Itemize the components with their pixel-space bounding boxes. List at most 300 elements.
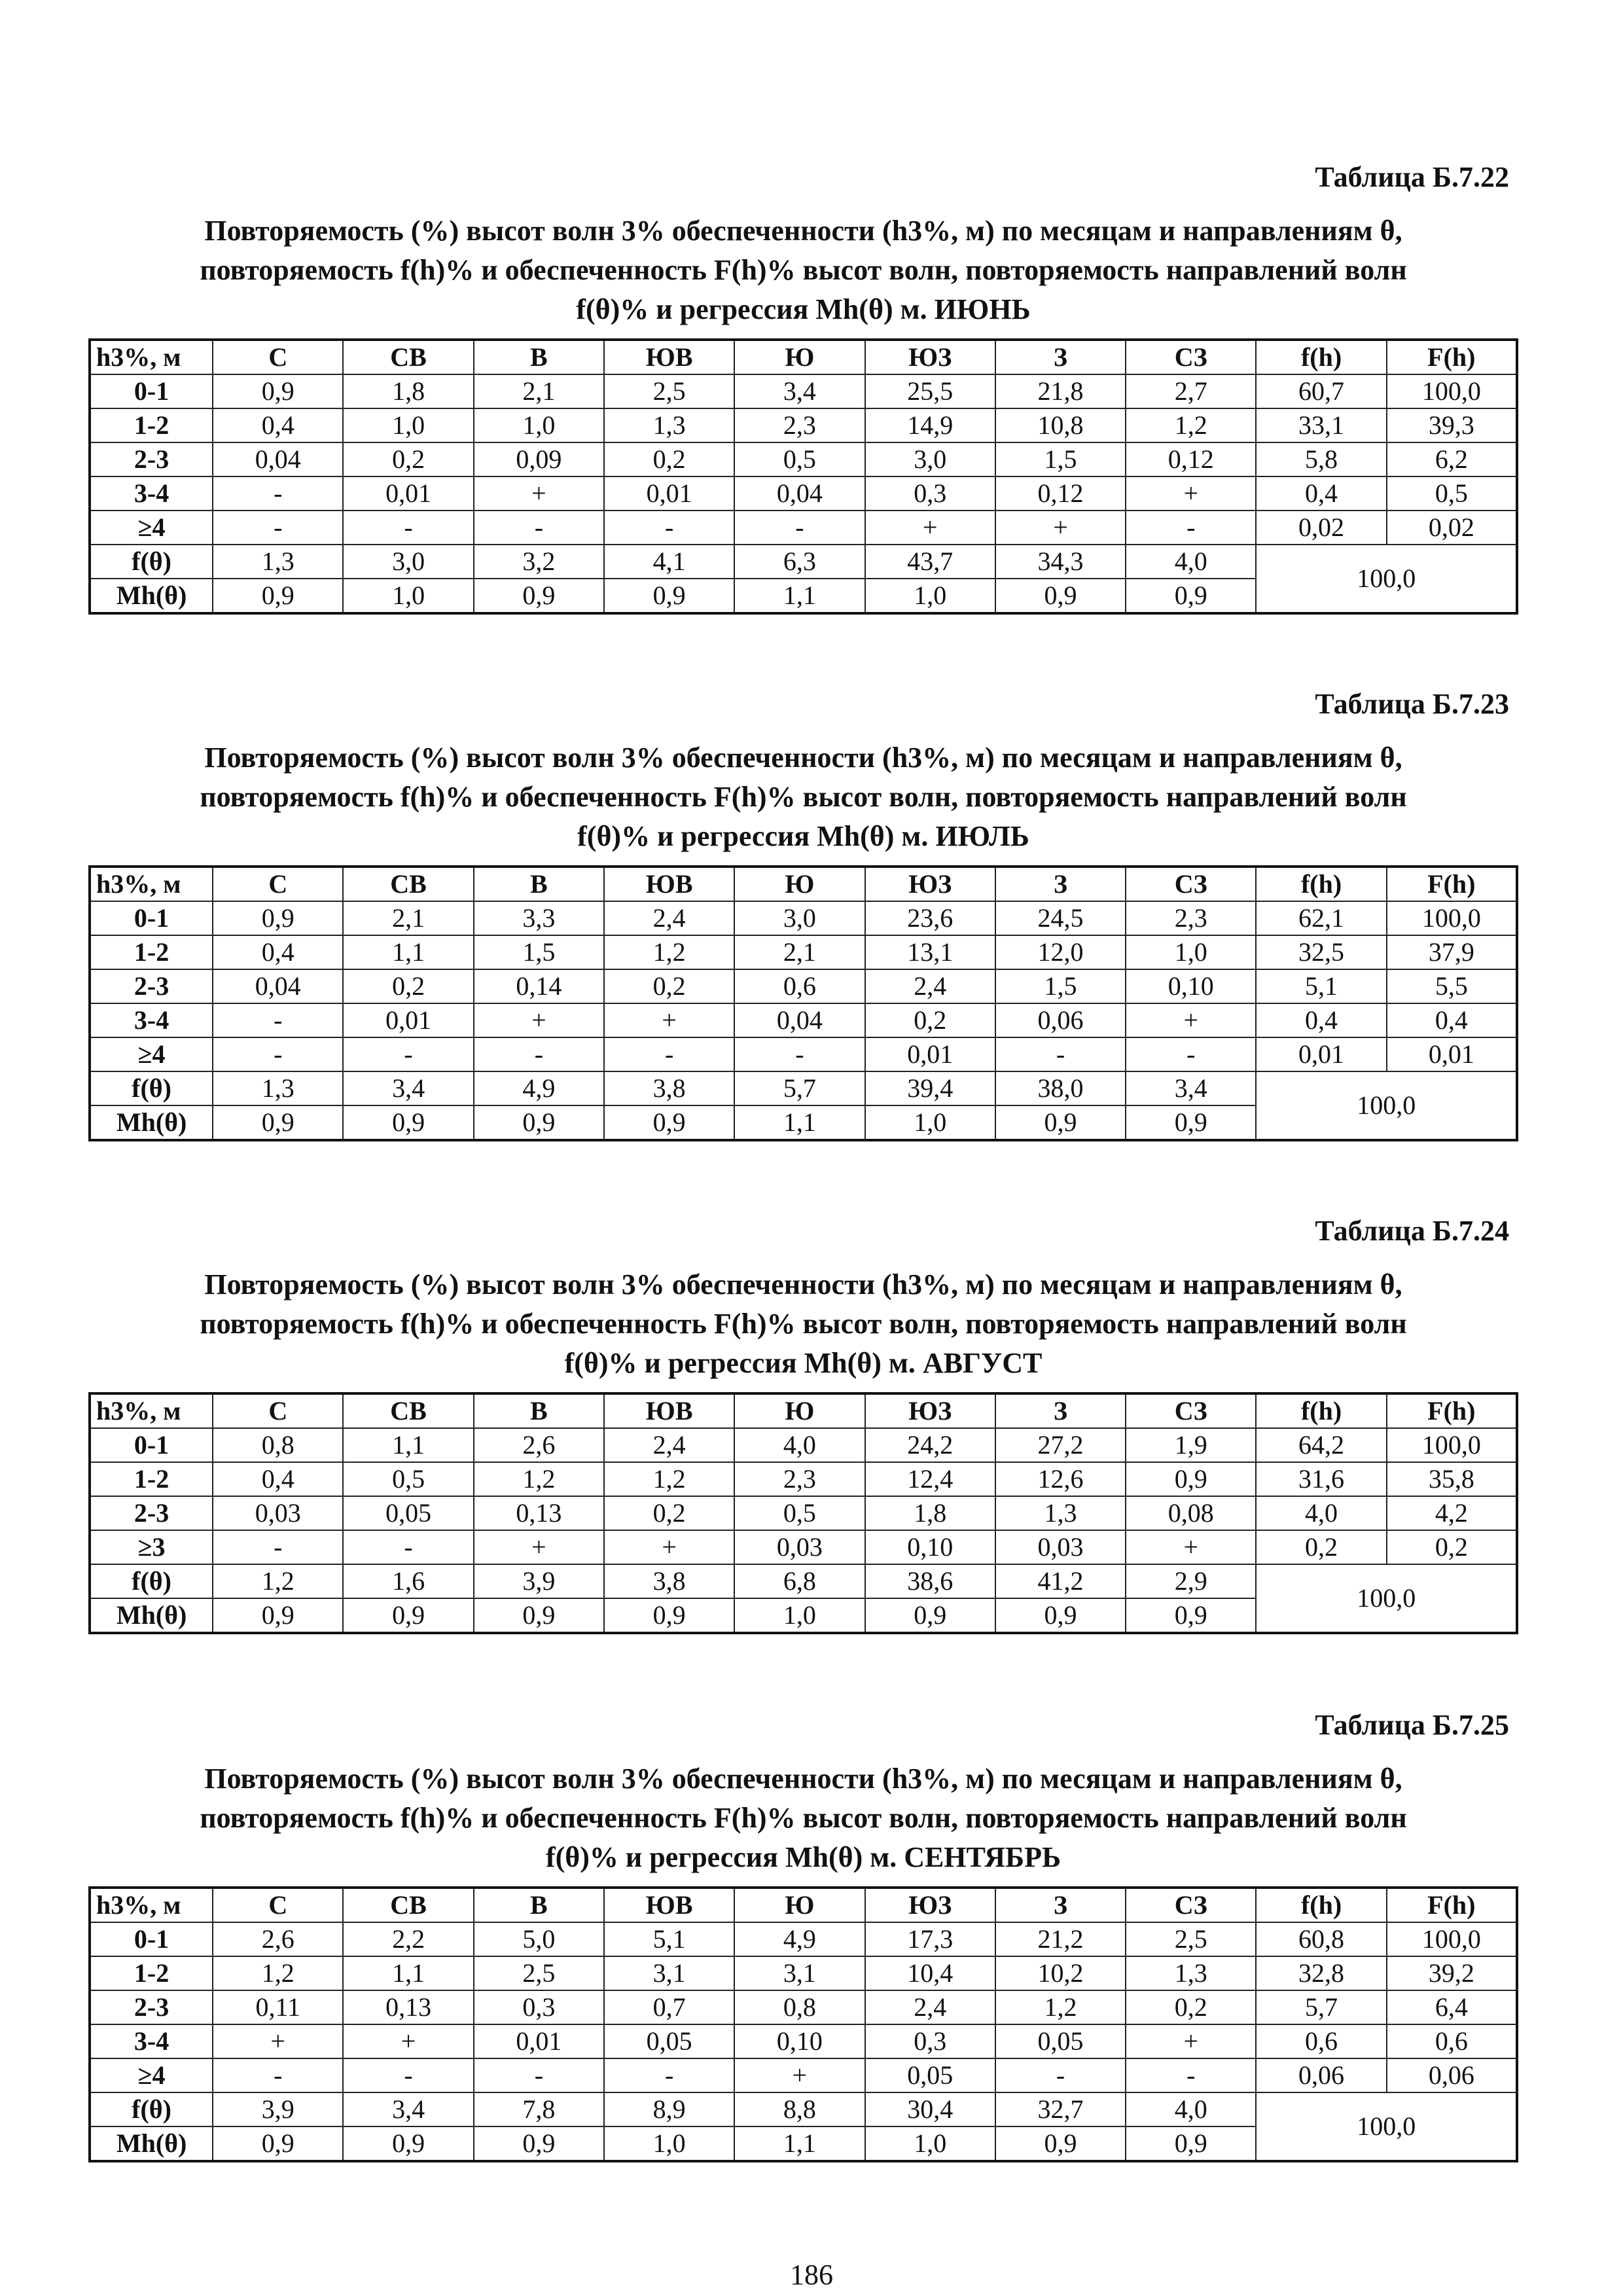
table-cell: 1,0 — [865, 1105, 995, 1140]
table-cell: 2,1 — [474, 374, 604, 408]
table-cell: 0,9 — [604, 579, 734, 613]
table-cell: 39,4 — [865, 1071, 995, 1105]
table-cell: - — [343, 2058, 473, 2092]
table-cell: 0-1 — [90, 1428, 213, 1462]
table-cell: 0,10 — [734, 2024, 865, 2058]
table-cell: 3,4 — [343, 2092, 473, 2126]
table-cell: - — [995, 2058, 1126, 2092]
table-cell: 0,6 — [1387, 2024, 1517, 2058]
table-cell: 2,3 — [1126, 901, 1256, 935]
table-row — [90, 374, 1517, 408]
table-cell: 0,05 — [604, 2024, 734, 2058]
table-title-line: f(θ)% и регрессия Mh(θ) м. АВГУСТ — [564, 1347, 1043, 1379]
table-title-line: Повторяемость (%) высот волн 3% обеспеченности (h3%, м) по месяцам и направлениям θ, — [204, 742, 1402, 774]
header-cell: В — [474, 1888, 604, 1922]
table-cell: + — [734, 2058, 865, 2092]
table-title-line: Повторяемость (%) высот волн 3% обеспеченности (h3%, м) по месяцам и направлениям θ, — [204, 1268, 1402, 1300]
table-cell: 0,11 — [213, 1990, 343, 2024]
table-cell: 8,9 — [604, 2092, 734, 2126]
table-cell: 0-1 — [90, 374, 213, 408]
table-cell: 0,7 — [604, 1990, 734, 2024]
table-cell: ≥4 — [90, 511, 213, 545]
table-number: Таблица Б.7.25 — [1315, 1709, 1509, 1741]
data-table — [88, 865, 1518, 1141]
table-row — [90, 2024, 1517, 2058]
table-cell: 3,4 — [343, 1071, 473, 1105]
table-cell: - — [343, 511, 473, 545]
table-cell: 0,12 — [995, 476, 1126, 511]
table-cell: 1,1 — [734, 579, 865, 613]
table-cell: 4,9 — [734, 1922, 865, 1956]
table-cell: + — [474, 1003, 604, 1037]
table-cell: 0,4 — [1256, 1003, 1386, 1037]
table-cell: 2,3 — [734, 1462, 865, 1496]
table-block-4 — [88, 1708, 1518, 2162]
table-cell: 2,3 — [734, 408, 865, 442]
table-cell: - — [604, 2058, 734, 2092]
table-cell: ≥4 — [90, 2058, 213, 2092]
table-cell: 1,0 — [474, 408, 604, 442]
table-cell: 0,9 — [995, 1598, 1126, 1633]
table-cell: 1-2 — [90, 1462, 213, 1496]
table-cell: 10,4 — [865, 1956, 995, 1990]
table-cell: 38,0 — [995, 1071, 1126, 1105]
header-cell: СВ — [343, 340, 473, 374]
table-cell: 1,1 — [734, 1105, 865, 1140]
table-cell: 6,3 — [734, 545, 865, 579]
table-number: Таблица Б.7.24 — [1315, 1215, 1509, 1247]
table-cell: 1,0 — [865, 2126, 995, 2161]
table-title — [88, 738, 1518, 856]
table-block-3 — [88, 1214, 1518, 1634]
table-cell: 1,8 — [343, 374, 473, 408]
table-cell: 0,2 — [1387, 1530, 1517, 1564]
table-cell: 10,8 — [995, 408, 1126, 442]
table-cell: 39,3 — [1387, 408, 1517, 442]
table-cell: 32,5 — [1256, 935, 1386, 969]
table-cell: 0,9 — [213, 901, 343, 935]
header-cell: СЗ — [1126, 340, 1256, 374]
table-cell: 0,4 — [1256, 476, 1386, 511]
table-cell: 2,5 — [604, 374, 734, 408]
page-number: 186 — [790, 2259, 833, 2291]
table-cell: 0,05 — [995, 2024, 1126, 2058]
table-row — [90, 935, 1517, 969]
table-cell: 0,5 — [343, 1462, 473, 1496]
table-cell: 0,9 — [995, 1105, 1126, 1140]
table-cell: 3,9 — [474, 1564, 604, 1598]
header-cell: З — [995, 1888, 1126, 1922]
header-cell: СВ — [343, 1393, 473, 1428]
table-cell: 3,0 — [865, 442, 995, 476]
table-row — [90, 476, 1517, 511]
table-cell: 0,06 — [1256, 2058, 1386, 2092]
table-cell: 2,4 — [604, 901, 734, 935]
table-cell: 2,5 — [1126, 1922, 1256, 1956]
table-cell: 2-3 — [90, 442, 213, 476]
table-cell: 1-2 — [90, 935, 213, 969]
table-cell: 41,2 — [995, 1564, 1126, 1598]
table-cell: 24,5 — [995, 901, 1126, 935]
table-cell: 0,01 — [1387, 1037, 1517, 1071]
table-title-line: Повторяемость (%) высот волн 3% обеспеченности (h3%, м) по месяцам и направлениям θ, — [204, 1763, 1402, 1795]
table-number: Таблица Б.7.23 — [1315, 688, 1509, 720]
table-number: Таблица Б.7.22 — [1315, 161, 1509, 193]
table-cell: 3-4 — [90, 2024, 213, 2058]
header-cell: f(h) — [1256, 867, 1386, 901]
table-cell: 0,01 — [1256, 1037, 1386, 1071]
header-cell: f(h) — [1256, 1393, 1386, 1428]
header-cell: СВ — [343, 1888, 473, 1922]
table-cell: 100,0 — [1387, 901, 1517, 935]
table-cell: 1,0 — [343, 579, 473, 613]
table-cell: 24,2 — [865, 1428, 995, 1462]
table-cell: 2-3 — [90, 969, 213, 1003]
table-cell: + — [604, 1003, 734, 1037]
header-cell: h3%, м — [90, 1393, 213, 1428]
table-cell: 0,04 — [213, 969, 343, 1003]
table-cell: - — [1126, 511, 1256, 545]
table-row — [90, 2058, 1517, 2092]
table-cell: 0,14 — [474, 969, 604, 1003]
table-cell: 0,13 — [343, 1990, 473, 2024]
table-cell: 30,4 — [865, 2092, 995, 2126]
table-cell: 8,8 — [734, 2092, 865, 2126]
table-cell: 34,3 — [995, 545, 1126, 579]
table-cell: 2-3 — [90, 1990, 213, 2024]
table-cell: 4,0 — [1126, 2092, 1256, 2126]
table-cell: 12,4 — [865, 1462, 995, 1496]
table-cell: 0,9 — [1126, 1105, 1256, 1140]
table-cell: 62,1 — [1256, 901, 1386, 935]
table-cell: 0,04 — [734, 476, 865, 511]
table-cell: 1,1 — [734, 2126, 865, 2161]
table-cell: 3,0 — [343, 545, 473, 579]
table-cell: 0,06 — [995, 1003, 1126, 1037]
data-table — [88, 1886, 1518, 2162]
table-cell: + — [474, 1530, 604, 1564]
table-cell: 1,2 — [604, 935, 734, 969]
table-cell: f(θ) — [90, 1564, 213, 1598]
table-cell: 2,4 — [865, 1990, 995, 2024]
table-cell: f(θ) — [90, 2092, 213, 2126]
header-cell: h3%, м — [90, 340, 213, 374]
table-cell: 100,0 — [1387, 1922, 1517, 1956]
table-cell: - — [1126, 1037, 1256, 1071]
table-cell: 1,2 — [213, 1956, 343, 1990]
header-cell: ЮЗ — [865, 1888, 995, 1922]
table-cell: 0,2 — [343, 969, 473, 1003]
total-cell: 100,0 — [1256, 545, 1517, 613]
table-cell: 0,9 — [1126, 2126, 1256, 2161]
header-cell: З — [995, 867, 1126, 901]
table-cell: 0,9 — [865, 1598, 995, 1633]
table-cell: - — [213, 511, 343, 545]
table-cell: 0,4 — [1387, 1003, 1517, 1037]
table-cell: 1,0 — [1126, 935, 1256, 969]
header-cell: ЮВ — [604, 1393, 734, 1428]
table-cell: 0,01 — [343, 476, 473, 511]
table-cell: 0,9 — [474, 2126, 604, 2161]
table-cell: 0,01 — [865, 1037, 995, 1071]
table-cell: 2,9 — [1126, 1564, 1256, 1598]
table-cell: ≥4 — [90, 1037, 213, 1071]
table-cell: 27,2 — [995, 1428, 1126, 1462]
header-cell: В — [474, 867, 604, 901]
header-cell: F(h) — [1387, 1888, 1517, 1922]
table-cell: 1,2 — [213, 1564, 343, 1598]
header-cell: ЮВ — [604, 867, 734, 901]
table-title-line: f(θ)% и регрессия Mh(θ) м. ИЮНЬ — [576, 293, 1031, 325]
table-cell: 1-2 — [90, 1956, 213, 1990]
data-table — [88, 1392, 1518, 1634]
table-row — [90, 442, 1517, 476]
table-cell: 0,9 — [343, 2126, 473, 2161]
table-cell: 37,9 — [1387, 935, 1517, 969]
header-cell: F(h) — [1387, 1393, 1517, 1428]
table-cell: 5,5 — [1387, 969, 1517, 1003]
table-row — [90, 1922, 1517, 1956]
header-cell: f(h) — [1256, 1888, 1386, 1922]
table-cell: 0,3 — [865, 2024, 995, 2058]
table-cell: ≥3 — [90, 1530, 213, 1564]
table-cell: 3,2 — [474, 545, 604, 579]
table-cell: 4,2 — [1387, 1496, 1517, 1530]
table-cell: 0,2 — [604, 1496, 734, 1530]
table-cell: 6,4 — [1387, 1990, 1517, 2024]
table-cell: 3,9 — [213, 2092, 343, 2126]
table-cell: 6,2 — [1387, 442, 1517, 476]
table-cell: Mh(θ) — [90, 2126, 213, 2161]
f-theta-row — [90, 1071, 1517, 1105]
table-cell: 0,05 — [343, 1496, 473, 1530]
table-cell: 3-4 — [90, 476, 213, 511]
header-cell: С — [213, 1888, 343, 1922]
table-row — [90, 1990, 1517, 2024]
table-cell: 0,2 — [343, 442, 473, 476]
header-cell: F(h) — [1387, 867, 1517, 901]
table-cell: + — [213, 2024, 343, 2058]
table-row — [90, 1956, 1517, 1990]
table-cell: 0,02 — [1387, 511, 1517, 545]
table-cell: + — [1126, 1530, 1256, 1564]
table-cell: 5,1 — [1256, 969, 1386, 1003]
table-row — [90, 1037, 1517, 1071]
table-cell: 1,5 — [995, 969, 1126, 1003]
table-cell: 1,3 — [213, 545, 343, 579]
table-cell: 2-3 — [90, 1496, 213, 1530]
table-cell: Mh(θ) — [90, 579, 213, 613]
table-row — [90, 408, 1517, 442]
table-cell: - — [604, 1037, 734, 1071]
table-cell: 0,9 — [474, 1105, 604, 1140]
table-cell: 1,1 — [343, 935, 473, 969]
table-cell: 43,7 — [865, 545, 995, 579]
table-title-line: повторяемость f(h)% и обеспеченность F(h)% высот волн, повторяемость направлений волн — [200, 1308, 1407, 1340]
table-cell: 0,04 — [213, 442, 343, 476]
table-cell: 0,9 — [995, 2126, 1126, 2161]
table-row — [90, 969, 1517, 1003]
table-cell: 0,4 — [213, 935, 343, 969]
table-cell: 0,02 — [1256, 511, 1386, 545]
table-cell: 14,9 — [865, 408, 995, 442]
table-cell: 0,9 — [213, 579, 343, 613]
table-cell: 1,0 — [343, 408, 473, 442]
table-cell: 0,01 — [604, 476, 734, 511]
table-cell: 3,0 — [734, 901, 865, 935]
table-cell: + — [1126, 476, 1256, 511]
table-cell: 5,7 — [1256, 1990, 1386, 2024]
table-cell: 3,8 — [604, 1564, 734, 1598]
table-cell: 1,3 — [604, 408, 734, 442]
table-cell: + — [865, 511, 995, 545]
table-cell: 100,0 — [1387, 374, 1517, 408]
table-cell: - — [213, 2058, 343, 2092]
table-cell: 4,9 — [474, 1071, 604, 1105]
table-title-line: f(θ)% и регрессия Mh(θ) м. СЕНТЯБРЬ — [545, 1841, 1061, 1873]
table-cell: 0,9 — [1126, 1598, 1256, 1633]
table-cell: 0,9 — [995, 579, 1126, 613]
table-block-2 — [88, 687, 1518, 1141]
table-cell: - — [734, 511, 865, 545]
header-cell: СЗ — [1126, 1393, 1256, 1428]
header-cell: В — [474, 1393, 604, 1428]
table-cell: 2,6 — [213, 1922, 343, 1956]
table-cell: - — [474, 1037, 604, 1071]
table-cell: 0,5 — [734, 1496, 865, 1530]
table-cell: 1,0 — [734, 1598, 865, 1633]
table-cell: - — [213, 1003, 343, 1037]
table-cell: - — [474, 511, 604, 545]
table-cell: 0,01 — [474, 2024, 604, 2058]
table-cell: 4,0 — [1126, 545, 1256, 579]
header-cell: З — [995, 340, 1126, 374]
table-cell: 0,2 — [1126, 1990, 1256, 2024]
table-cell: 1,3 — [213, 1071, 343, 1105]
header-row — [90, 1393, 1517, 1428]
table-cell: 3,4 — [1126, 1071, 1256, 1105]
table-cell: + — [995, 511, 1126, 545]
table-title — [88, 211, 1518, 329]
table-cell: - — [213, 476, 343, 511]
table-cell: 1,9 — [1126, 1428, 1256, 1462]
table-cell: 0,2 — [604, 969, 734, 1003]
table-row — [90, 1496, 1517, 1530]
table-cell: 1,0 — [604, 2126, 734, 2161]
table-cell: 2,4 — [604, 1428, 734, 1462]
header-cell: Ю — [734, 340, 865, 374]
table-cell: 32,7 — [995, 2092, 1126, 2126]
table-cell: 0,04 — [734, 1003, 865, 1037]
table-cell: 64,2 — [1256, 1428, 1386, 1462]
table-cell: 4,0 — [734, 1428, 865, 1462]
header-cell: Ю — [734, 867, 865, 901]
table-cell: 25,5 — [865, 374, 995, 408]
table-title-line: повторяемость f(h)% и обеспеченность F(h)% высот волн, повторяемость направлений волн — [200, 781, 1407, 813]
table-cell: 0,5 — [1387, 476, 1517, 511]
table-cell: 0,9 — [213, 1105, 343, 1140]
table-cell: 0,9 — [213, 374, 343, 408]
table-row — [90, 1428, 1517, 1462]
table-cell: 7,8 — [474, 2092, 604, 2126]
table-cell: 0,03 — [734, 1530, 865, 1564]
table-cell: 1,2 — [995, 1990, 1126, 2024]
table-cell: - — [604, 511, 734, 545]
table-cell: 12,0 — [995, 935, 1126, 969]
table-cell: 35,8 — [1387, 1462, 1517, 1496]
table-cell: 0,03 — [995, 1530, 1126, 1564]
total-cell: 100,0 — [1256, 2092, 1517, 2161]
table-title-line: повторяемость f(h)% и обеспеченность F(h)% высот волн, повторяемость направлений волн — [200, 254, 1407, 286]
header-cell: С — [213, 1393, 343, 1428]
table-cell: 3,8 — [604, 1071, 734, 1105]
table-cell: + — [1126, 1003, 1256, 1037]
table-cell: 0,9 — [1126, 1462, 1256, 1496]
table-cell: 0,8 — [734, 1990, 865, 2024]
table-row — [90, 1462, 1517, 1496]
total-cell: 100,0 — [1256, 1071, 1517, 1140]
table-cell: f(θ) — [90, 545, 213, 579]
table-cell: 0,9 — [213, 1598, 343, 1633]
table-cell: 5,0 — [474, 1922, 604, 1956]
header-cell: СЗ — [1126, 1888, 1256, 1922]
header-cell: ЮВ — [604, 340, 734, 374]
table-cell: 2,6 — [474, 1428, 604, 1462]
table-cell: 0-1 — [90, 901, 213, 935]
table-cell: 0,12 — [1126, 442, 1256, 476]
table-cell: 2,4 — [865, 969, 995, 1003]
header-row — [90, 867, 1517, 901]
table-cell: + — [343, 2024, 473, 2058]
header-cell: f(h) — [1256, 340, 1386, 374]
header-cell: СВ — [343, 867, 473, 901]
table-cell: 0,6 — [1256, 2024, 1386, 2058]
table-cell: 3,1 — [734, 1956, 865, 1990]
f-theta-row — [90, 2092, 1517, 2126]
table-cell: 100,0 — [1387, 1428, 1517, 1462]
table-cell: 38,6 — [865, 1564, 995, 1598]
table-cell: 60,8 — [1256, 1922, 1386, 1956]
table-cell: 39,2 — [1387, 1956, 1517, 1990]
table-cell: 2,2 — [343, 1922, 473, 1956]
table-cell: 2,1 — [734, 935, 865, 969]
table-cell: Mh(θ) — [90, 1598, 213, 1633]
table-cell: 1,2 — [1126, 408, 1256, 442]
table-cell: 33,1 — [1256, 408, 1386, 442]
header-cell: ЮЗ — [865, 1393, 995, 1428]
table-cell: 0,2 — [604, 442, 734, 476]
table-cell: 0,13 — [474, 1496, 604, 1530]
table-cell: 1,5 — [474, 935, 604, 969]
table-cell: 0,9 — [604, 1598, 734, 1633]
table-cell: 4,1 — [604, 545, 734, 579]
table-cell: 0,3 — [865, 476, 995, 511]
table-row — [90, 1003, 1517, 1037]
table-cell: 1,2 — [474, 1462, 604, 1496]
table-cell: 23,6 — [865, 901, 995, 935]
table-cell: 31,6 — [1256, 1462, 1386, 1496]
table-cell: 0-1 — [90, 1922, 213, 1956]
table-cell: 0,4 — [213, 408, 343, 442]
table-cell: 4,0 — [1256, 1496, 1386, 1530]
table-cell: 17,3 — [865, 1922, 995, 1956]
table-cell: 10,2 — [995, 1956, 1126, 1990]
table-cell: 21,2 — [995, 1922, 1126, 1956]
table-cell: 0,2 — [1256, 1530, 1386, 1564]
table-cell: 1,6 — [343, 1564, 473, 1598]
table-cell: 0,9 — [474, 579, 604, 613]
table-cell: 3,1 — [604, 1956, 734, 1990]
